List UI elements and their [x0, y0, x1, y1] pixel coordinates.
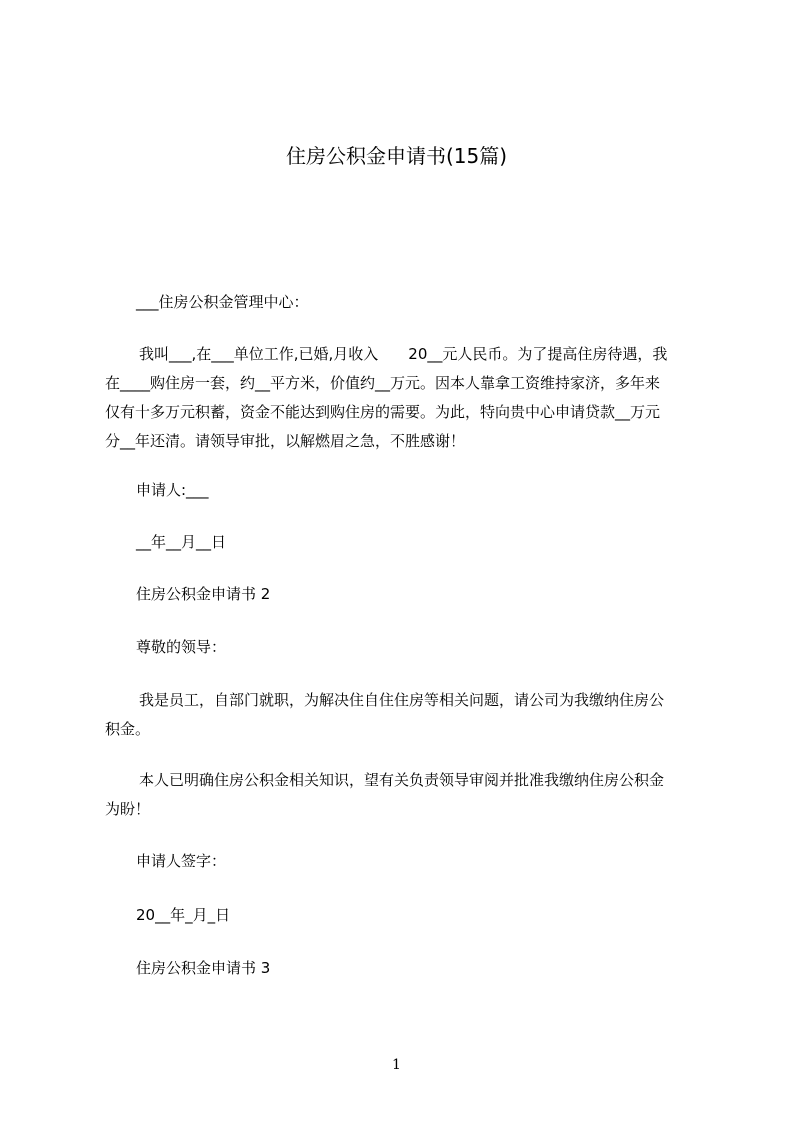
paragraph-2-line-2: 积金。	[105, 720, 151, 738]
document-title: 住房公积金申请书(15篇)	[285, 144, 508, 168]
paragraph-1-line-3: 仅有十多万元积蓄，资金不能达到购住房的需要。为此，特向贵中心申请贷款__万元	[105, 403, 661, 421]
greeting-2: 尊敬的领导：	[136, 638, 227, 656]
paragraph-1-line-1: 我叫___,在___单位工作,已婚,月收入 20__元人民币。为了提高住房待遇，我	[139, 345, 668, 363]
paragraph-1-line-4: 分__年还清。请领导审批，以解燃眉之急，不胜感谢！	[105, 432, 466, 450]
paragraph-1-line-2: 在____购住房一套，约__平方米，价值约__万元。因本人靠拿工资维持家济，多年来	[105, 374, 661, 392]
paragraph-2	[105, 686, 705, 744]
paragraph-3-line-1: 本人已明确住房公积金相关知识，望有关负责领导审阅并批准我缴纳住房公积金	[139, 771, 665, 789]
applicant-line: 申请人:___	[136, 481, 209, 499]
date-line-1: __年__月__日	[136, 533, 227, 551]
page-number: 1	[392, 1057, 401, 1073]
date-line-2: 20__年_月_日	[136, 906, 231, 924]
section-heading-2: 住房公积金申请书 2	[136, 585, 271, 603]
signature-line: 申请人签字：	[136, 852, 227, 870]
paragraph-3-line-2: 为盼！	[105, 800, 151, 818]
salutation: ___住房公积金管理中心：	[136, 293, 309, 311]
section-heading-3: 住房公积金申请书 3	[136, 959, 271, 977]
paragraph-2-line-1: 我是员工，自部门就职，为解决住自住住房等相关问题，请公司为我缴纳住房公	[139, 691, 665, 709]
paragraph-3	[105, 766, 705, 824]
paragraph-1	[105, 340, 705, 456]
